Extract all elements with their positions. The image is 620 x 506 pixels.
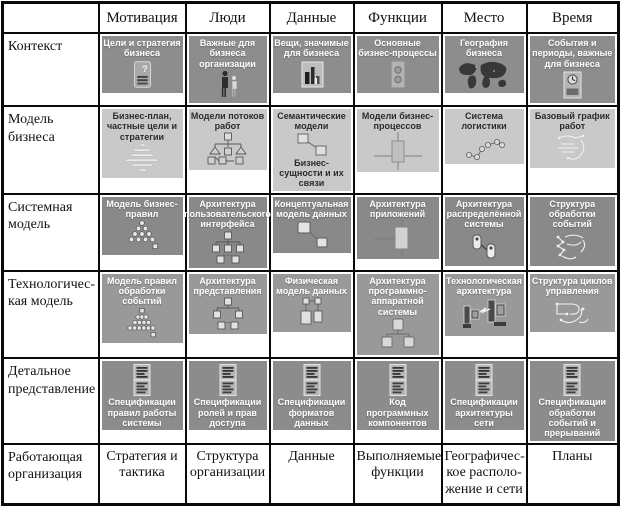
cell-sublabel: Бизнес-сущности и их связи bbox=[279, 157, 344, 189]
cell-fill bbox=[189, 36, 267, 103]
business-things-icon bbox=[296, 59, 328, 91]
cell-label: Система логистики bbox=[461, 111, 507, 132]
cell-fill bbox=[273, 36, 351, 93]
workflow-tree-icon bbox=[206, 132, 250, 168]
cell-system-model-motivation bbox=[99, 194, 186, 271]
row-technology-model bbox=[3, 271, 619, 358]
cell-context-motivation bbox=[99, 33, 186, 106]
cell-label: Концептуальная модель данных bbox=[274, 198, 349, 220]
cell-label: Спецификации форматов данных bbox=[277, 397, 346, 428]
cell-business-model-data bbox=[270, 106, 354, 194]
cell-detailed-representation-data bbox=[270, 358, 354, 443]
cell-label: Спецификации ролей и прав доступа bbox=[193, 397, 262, 428]
cell-fill bbox=[445, 274, 524, 337]
cell-business-model-time bbox=[527, 106, 619, 194]
cell-technology-model-data bbox=[270, 271, 354, 358]
cell-label: Архитектура приложений bbox=[369, 198, 426, 220]
row-functioning-organization bbox=[3, 444, 619, 505]
cell-system-model-people bbox=[186, 194, 270, 271]
rules-pyramid-icon bbox=[120, 219, 164, 253]
cell-context-time bbox=[527, 33, 619, 106]
document-question-icon bbox=[125, 59, 159, 91]
cell-label: Модели бизнес-процессов bbox=[361, 111, 434, 132]
cell-fill bbox=[357, 197, 439, 260]
cell-label: Структура обработки событий bbox=[548, 198, 596, 230]
cell-label: Архитектура распределённой системы bbox=[446, 198, 522, 230]
business-process-box-icon bbox=[374, 132, 422, 170]
process-document-icon bbox=[383, 59, 413, 91]
cell-functioning-organization-place: Географичес-кое располо-жение и сети bbox=[442, 444, 527, 505]
cell-fill bbox=[273, 197, 351, 254]
cell-system-model-functions bbox=[354, 194, 442, 271]
cell-label: Спецификации правил работы системы bbox=[107, 397, 177, 428]
cell-fill bbox=[189, 109, 267, 170]
cell-fill bbox=[530, 36, 616, 103]
spec-document-icon bbox=[470, 363, 498, 397]
cell-fill bbox=[445, 36, 524, 93]
cell-system-model-time bbox=[527, 194, 619, 271]
cell-functioning-organization-people: Структура организации bbox=[186, 444, 270, 505]
cell-system-model-data bbox=[270, 194, 354, 271]
cell-label: Важные для бизнеса организации bbox=[199, 38, 256, 69]
baseline-schedule-sketch-icon bbox=[549, 132, 595, 166]
row-label-technology-model: Технологичес-кая модель bbox=[3, 271, 99, 358]
column-header-time: Время bbox=[527, 3, 619, 34]
column-header-people: Люди bbox=[186, 3, 270, 34]
column-header-motivation: Мотивация bbox=[99, 3, 186, 34]
row-label-context: Контекст bbox=[3, 33, 99, 106]
conceptual-data-icon bbox=[290, 219, 334, 251]
cell-label: Архитектура представления bbox=[193, 275, 262, 297]
people-icon bbox=[213, 69, 243, 101]
cell-technology-model-time bbox=[527, 271, 619, 358]
cell-label: Модель бизнес-правил bbox=[106, 198, 178, 220]
cell-fill bbox=[445, 109, 524, 164]
cell-fill bbox=[273, 109, 351, 191]
cell-label: Модель правил обработки событий bbox=[106, 275, 178, 307]
cell-business-model-place bbox=[442, 106, 527, 194]
cell-fill bbox=[530, 274, 616, 333]
cell-label: Цели и стратегия бизнеса bbox=[103, 38, 181, 59]
cell-business-model-functions bbox=[354, 106, 442, 194]
application-architecture-icon bbox=[374, 219, 422, 257]
cell-fill bbox=[357, 274, 439, 355]
cell-functioning-organization-functions: Выполняемые функции bbox=[354, 444, 442, 505]
cell-fill bbox=[102, 361, 183, 430]
cell-technology-model-functions bbox=[354, 271, 442, 358]
cell-detailed-representation-motivation bbox=[99, 358, 186, 443]
row-label-business-model: Модель бизнеса bbox=[3, 106, 99, 194]
cell-fill bbox=[189, 274, 267, 335]
cell-fill bbox=[445, 197, 524, 266]
logistics-network-icon bbox=[460, 132, 508, 162]
world-map-icon bbox=[456, 59, 512, 91]
hardware-software-tree-icon bbox=[377, 317, 419, 353]
spec-document-icon bbox=[128, 363, 156, 397]
cell-context-people bbox=[186, 33, 270, 106]
cell-fill bbox=[102, 197, 183, 256]
cell-label: Спецификации архитектуры сети bbox=[450, 397, 518, 428]
cell-technology-model-place bbox=[442, 271, 527, 358]
business-plan-pyramid-icon bbox=[120, 142, 164, 176]
cell-functioning-organization-motivation: Стратегия и тактика bbox=[99, 444, 186, 505]
cell-fill bbox=[102, 274, 183, 343]
header-row bbox=[3, 3, 619, 34]
cell-label: Технологическая архитектура bbox=[446, 275, 522, 297]
semantic-model-icon bbox=[290, 132, 334, 158]
cell-label: Семантические модели bbox=[277, 111, 346, 132]
column-header-place: Место bbox=[442, 3, 527, 34]
cell-fill bbox=[357, 109, 439, 172]
row-system-model bbox=[3, 194, 619, 271]
cell-fill bbox=[530, 361, 616, 440]
cell-fill bbox=[530, 109, 616, 168]
cell-label: События и периоды, важные для бизнеса bbox=[532, 38, 613, 69]
cell-business-model-motivation bbox=[99, 106, 186, 194]
cell-label: Физическая модель данных bbox=[276, 275, 347, 297]
cell-fill bbox=[273, 361, 351, 430]
cell-label: Спецификации обработки событий и прерываний bbox=[538, 397, 607, 439]
spec-document-icon bbox=[384, 363, 412, 397]
corner-cell bbox=[3, 3, 99, 34]
row-label-functioning-organization: Работающая организация bbox=[3, 444, 99, 505]
row-business-model bbox=[3, 106, 619, 194]
row-context bbox=[3, 33, 619, 106]
column-header-functions: Функции bbox=[354, 3, 442, 34]
distributed-system-icon bbox=[464, 230, 504, 264]
cell-detailed-representation-functions bbox=[354, 358, 442, 443]
cell-technology-model-motivation bbox=[99, 271, 186, 358]
spec-document-icon bbox=[558, 363, 586, 397]
presentation-architecture-icon bbox=[206, 296, 250, 332]
row-label-system-model: Системная модель bbox=[3, 194, 99, 271]
cell-label: Модели потоков работ bbox=[190, 111, 265, 132]
cell-functioning-organization-data: Данные bbox=[270, 444, 354, 505]
cell-detailed-representation-place bbox=[442, 358, 527, 443]
clock-calendar-icon bbox=[557, 69, 587, 101]
cell-fill bbox=[273, 274, 351, 333]
cell-context-functions bbox=[354, 33, 442, 106]
cell-label: Код программных компонентов bbox=[366, 397, 429, 428]
cell-label: Бизнес-план, частные цели и стратегии bbox=[106, 111, 178, 142]
tech-architecture-icon bbox=[458, 296, 510, 334]
cell-context-data bbox=[270, 33, 354, 106]
svg-text:?: ? bbox=[141, 63, 148, 75]
physical-data-icon bbox=[292, 296, 332, 330]
event-rules-pyramid-icon bbox=[120, 307, 164, 341]
cell-fill bbox=[357, 36, 439, 93]
zachman-framework-table bbox=[1, 1, 620, 506]
cell-context-place bbox=[442, 33, 527, 106]
spec-document-icon bbox=[214, 363, 242, 397]
cell-label: Основные бизнес-процессы bbox=[358, 38, 437, 59]
cell-fill bbox=[184, 197, 271, 268]
cell-functioning-organization-time: Планы bbox=[527, 444, 619, 505]
cell-fill bbox=[445, 361, 524, 430]
cell-technology-model-people bbox=[186, 271, 270, 358]
cell-fill bbox=[189, 361, 267, 430]
row-label-detailed-representation: Детальное представление bbox=[3, 358, 99, 443]
cell-fill bbox=[357, 361, 439, 430]
event-structure-sketch-icon bbox=[549, 230, 595, 264]
control-cycles-sketch-icon bbox=[549, 296, 595, 330]
cell-label: Архитектура пользовательского интерфейса bbox=[184, 198, 271, 230]
cell-label: Вещи, значимые для бизнеса bbox=[274, 38, 349, 59]
cell-label: Архитектура программно-аппаратной системы bbox=[368, 275, 427, 317]
cell-detailed-representation-people bbox=[186, 358, 270, 443]
cell-business-model-people bbox=[186, 106, 270, 194]
row-detailed-representation bbox=[3, 358, 619, 443]
cell-fill bbox=[102, 36, 183, 93]
cell-detailed-representation-time bbox=[527, 358, 619, 443]
cell-label: Структура циклов управления bbox=[531, 275, 613, 297]
cell-label: Базовый график работ bbox=[534, 111, 610, 132]
cell-fill bbox=[530, 197, 616, 266]
ui-architecture-tree-icon bbox=[206, 230, 250, 266]
cell-label: География бизнеса bbox=[459, 38, 509, 59]
spec-document-icon bbox=[298, 363, 326, 397]
column-header-data: Данные bbox=[270, 3, 354, 34]
cell-system-model-place bbox=[442, 194, 527, 271]
cell-fill bbox=[102, 109, 183, 178]
